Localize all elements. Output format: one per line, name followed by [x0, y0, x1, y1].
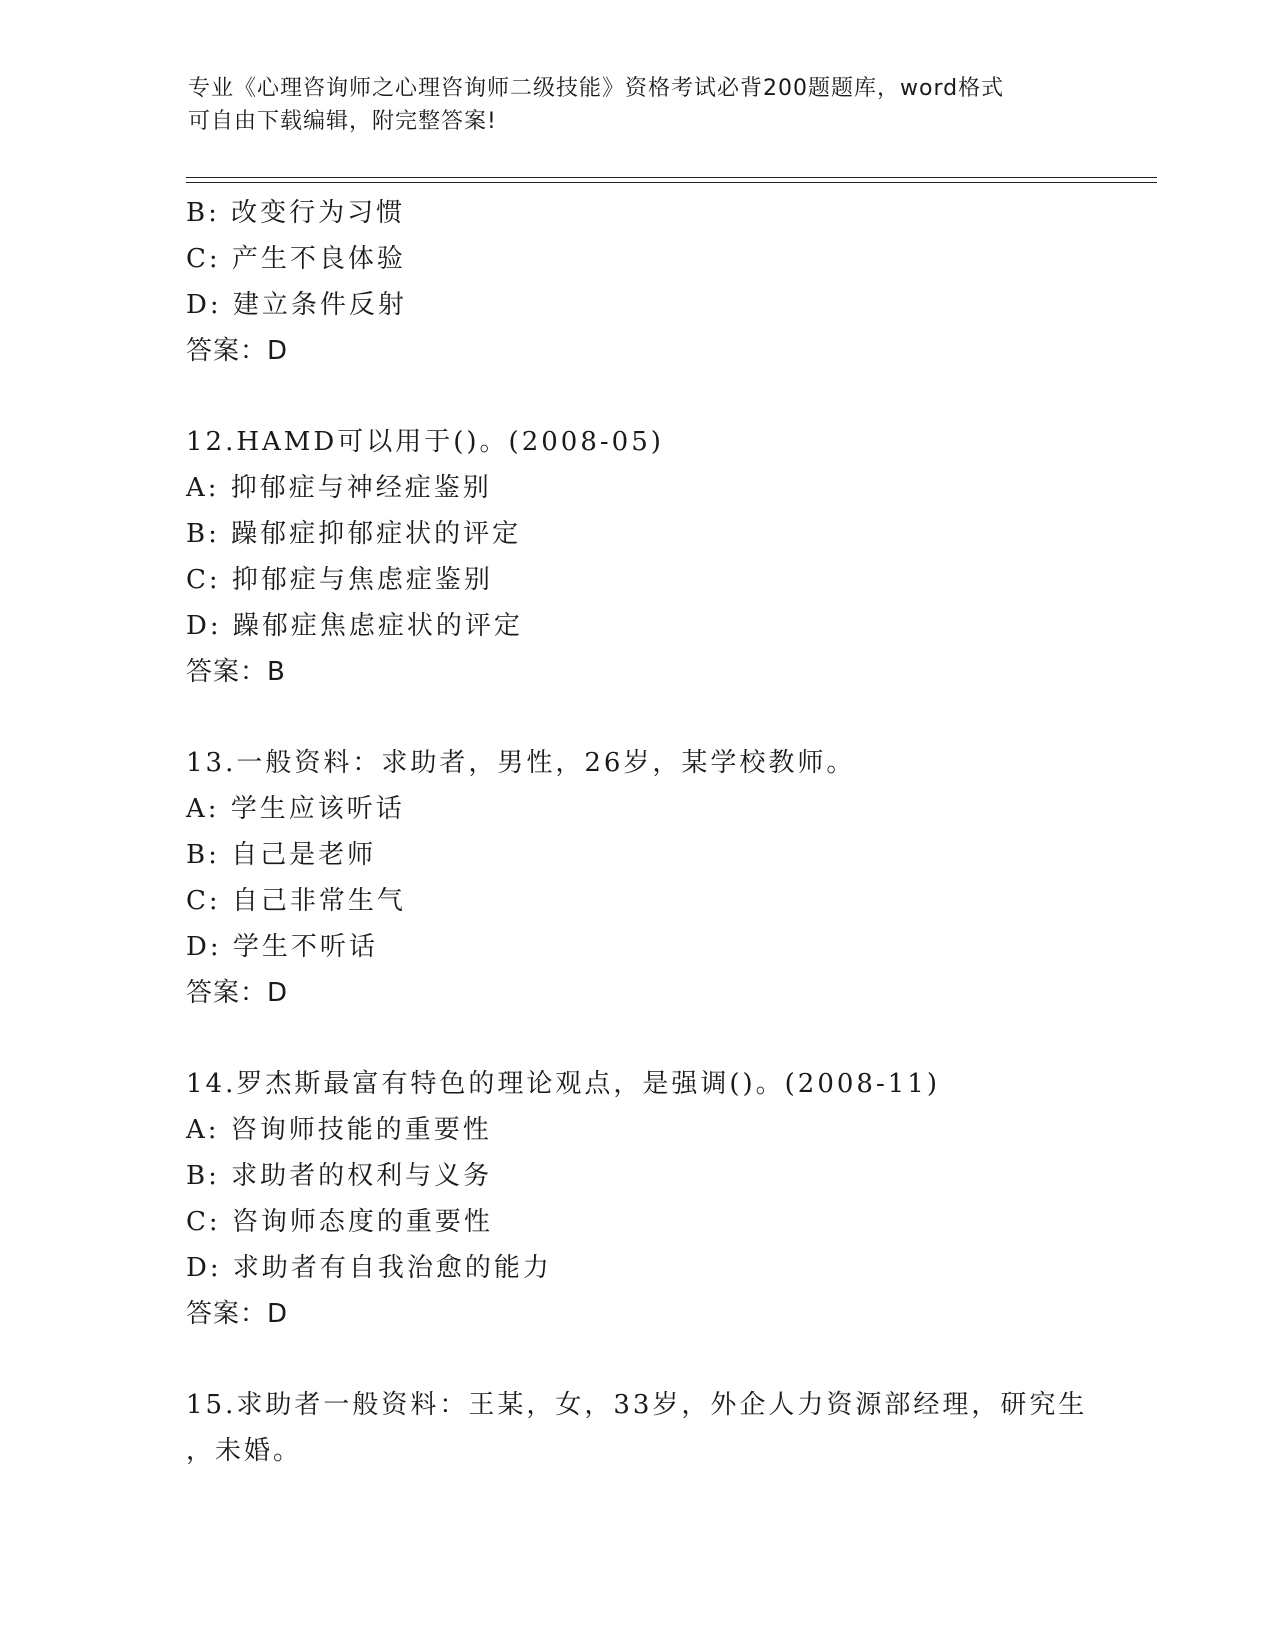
question-block-14 — [186, 1061, 1146, 1337]
option-a: A: 学生应该听话 — [186, 794, 405, 824]
header-line-1: 专业《心理咨询师之心理咨询师二级技能》资格考试必背200题题库，word格式 — [188, 76, 1005, 101]
option-b: B: 自己是老师 — [186, 840, 377, 870]
question-block-11 — [186, 190, 1146, 374]
spacer — [186, 1337, 1146, 1382]
question-text-line-2: ，未婚。 — [186, 1436, 303, 1466]
option-b: B: 改变行为习惯 — [186, 198, 406, 228]
header-double-rule — [186, 177, 1157, 183]
option-d: D: 躁郁症焦虑症状的评定 — [186, 611, 523, 641]
option-a: A: 抑郁症与神经症鉴别 — [186, 473, 492, 503]
option-b: B: 躁郁症抑郁症状的评定 — [186, 519, 522, 549]
question-text-line-1: 15.求助者一般资料：王某，女，33岁，外企人力资源部经理，研究生 — [186, 1390, 1088, 1420]
header-line-2: 可自由下载编辑，附完整答案! — [188, 109, 497, 134]
option-c: C: 产生不良体验 — [186, 244, 406, 274]
answer-line: 答案：D — [186, 1299, 289, 1329]
option-b: B: 求助者的权利与义务 — [186, 1161, 493, 1191]
option-c: C: 抑郁症与焦虑症鉴别 — [186, 565, 493, 595]
question-block-12 — [186, 419, 1146, 695]
option-c: C: 咨询师态度的重要性 — [186, 1207, 493, 1237]
page-header — [188, 72, 1088, 138]
spacer — [186, 695, 1146, 740]
question-text: 14.罗杰斯最富有特色的理论观点，是强调()。(2008-11) — [186, 1069, 940, 1099]
question-block-13 — [186, 740, 1146, 1016]
option-d: D: 求助者有自我治愈的能力 — [186, 1253, 552, 1283]
option-a: A: 咨询师技能的重要性 — [186, 1115, 492, 1145]
option-d: D: 建立条件反射 — [186, 290, 407, 320]
answer-line: 答案：B — [186, 657, 286, 687]
answer-line: 答案：D — [186, 978, 289, 1008]
spacer — [186, 374, 1146, 419]
question-list — [186, 190, 1146, 1474]
option-d: D: 学生不听话 — [186, 932, 378, 962]
question-block-15 — [186, 1382, 1146, 1474]
answer-line: 答案：D — [186, 336, 289, 366]
option-c: C: 自己非常生气 — [186, 886, 406, 916]
question-text: 13.一般资料：求助者，男性，26岁，某学校教师。 — [186, 748, 856, 778]
spacer — [186, 1016, 1146, 1061]
question-text: 12.HAMD可以用于()。(2008-05) — [186, 427, 664, 457]
